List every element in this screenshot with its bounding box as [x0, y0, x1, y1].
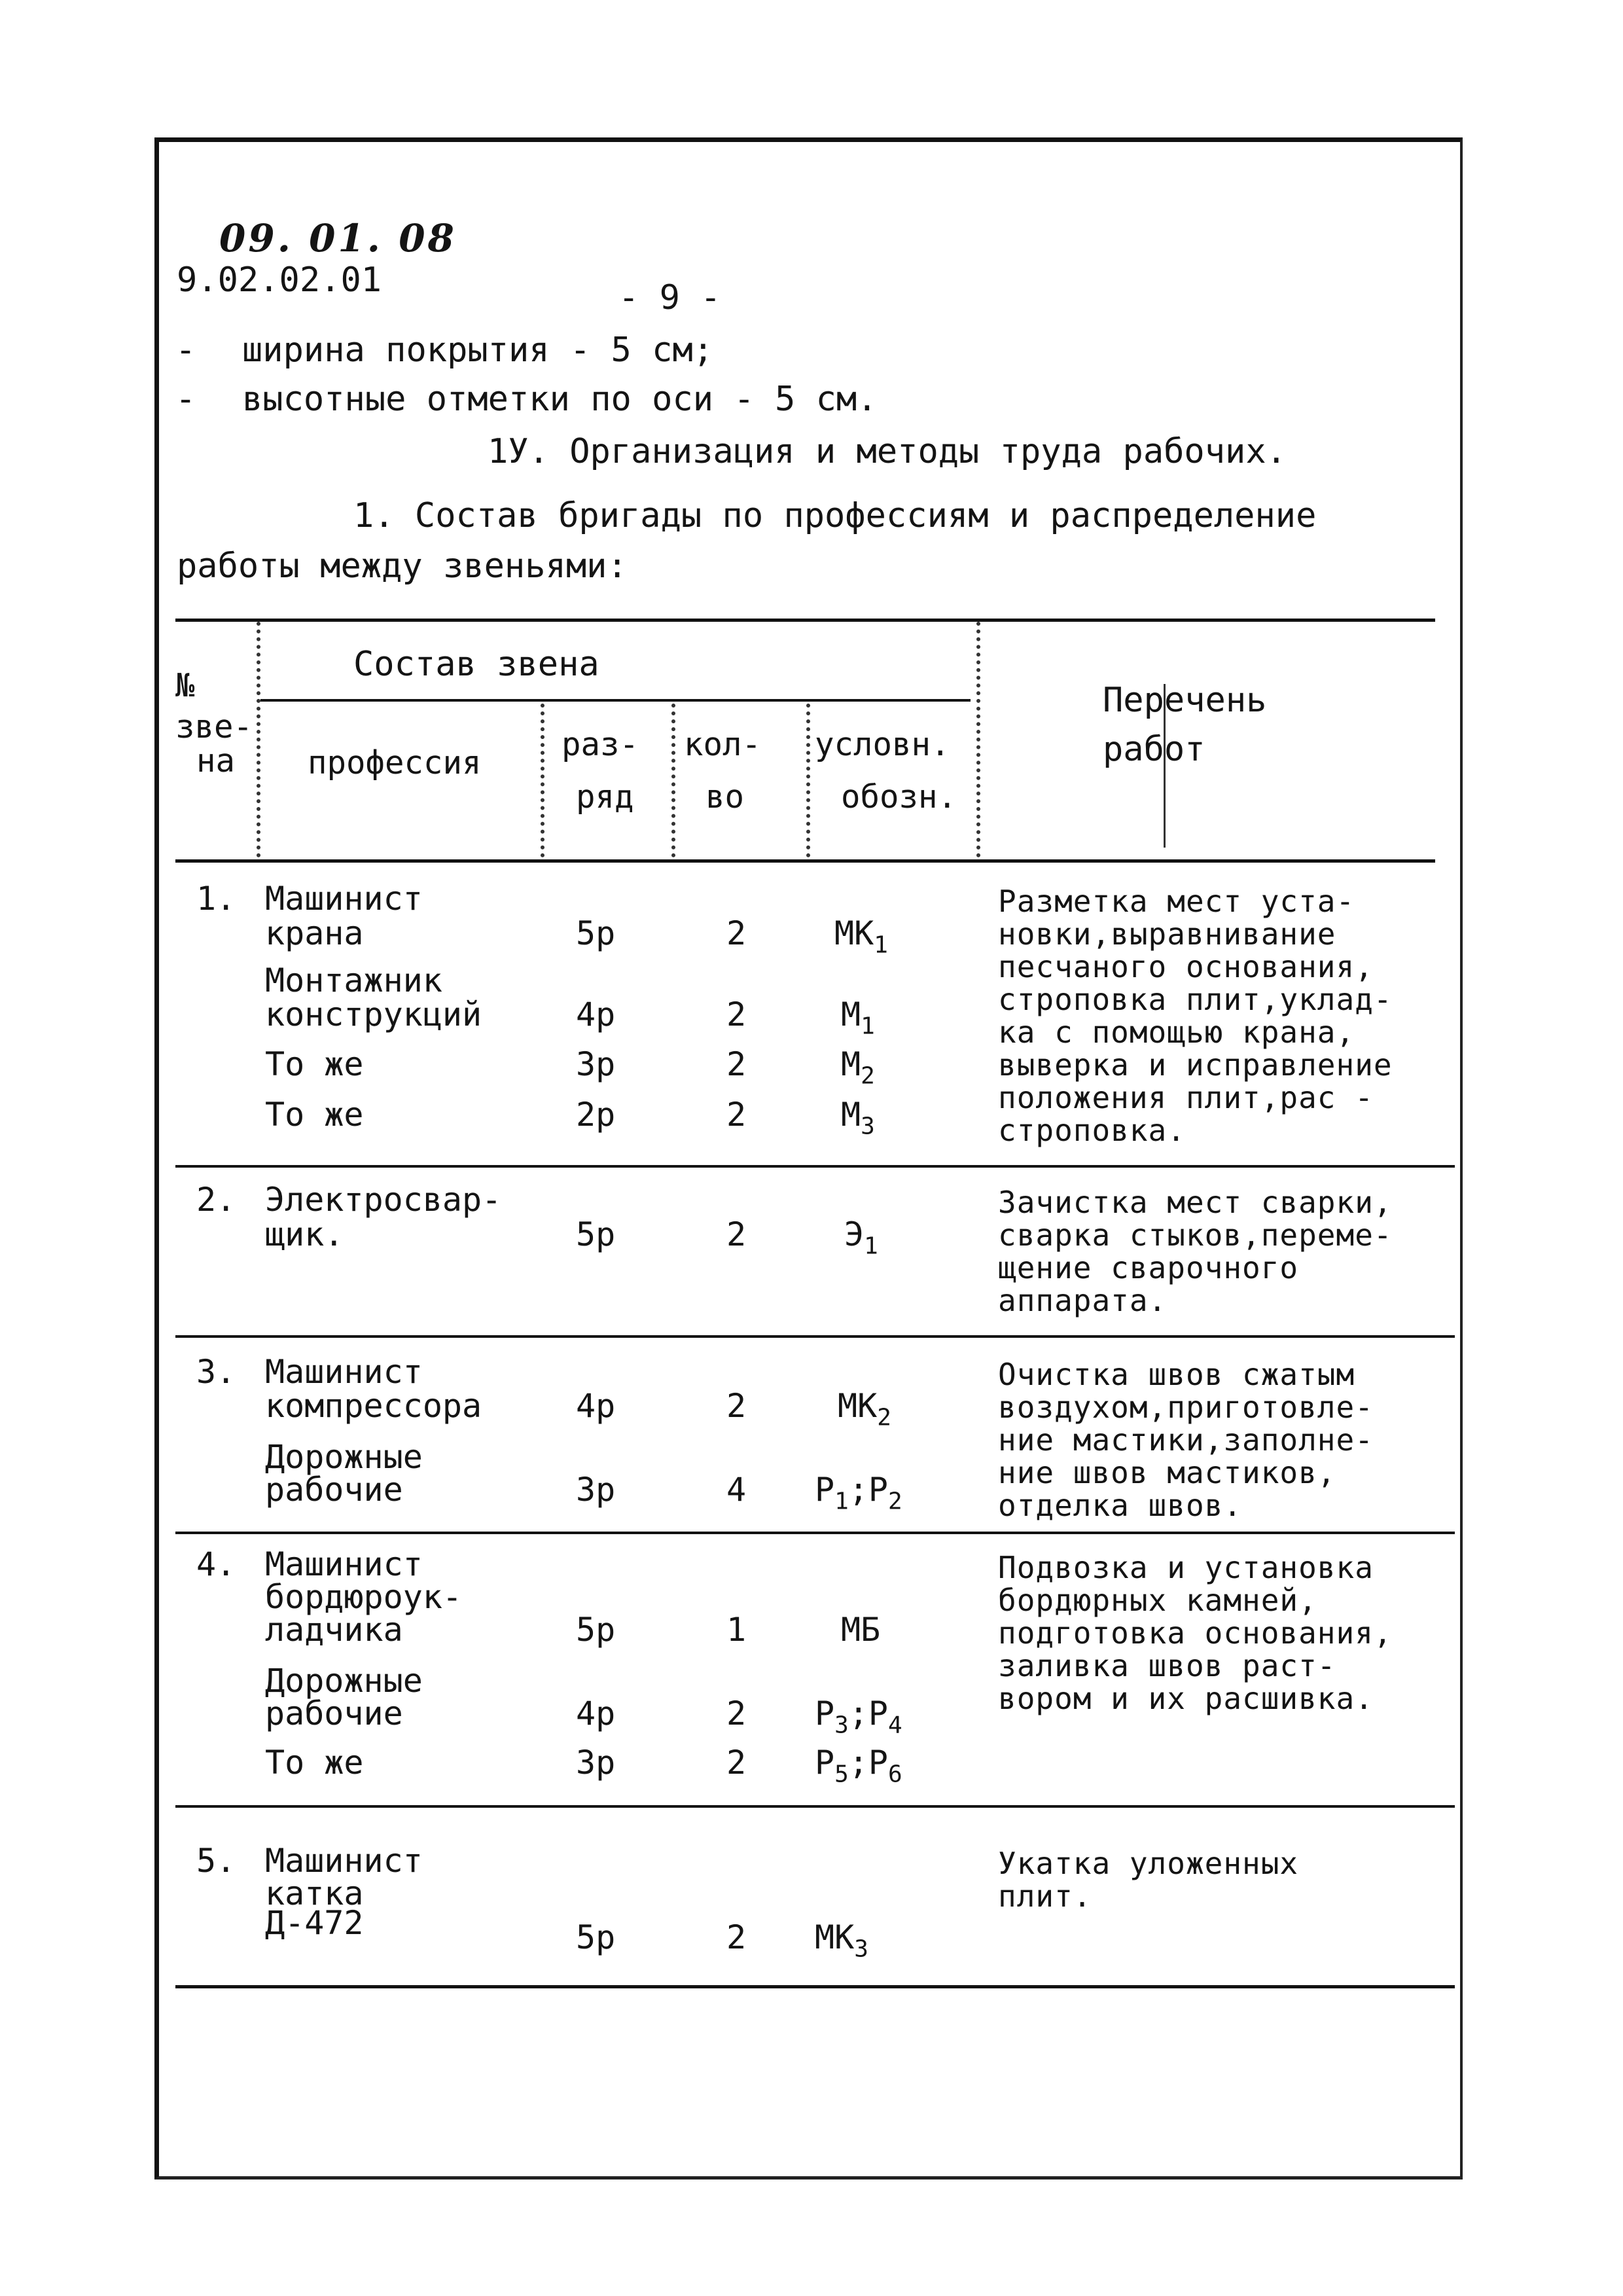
- profession: ладчика: [265, 1611, 403, 1649]
- count: 2: [726, 914, 747, 952]
- bullet-marker: -: [175, 331, 196, 370]
- handwritten-code: 09. 01. 08: [219, 216, 457, 260]
- symbol: $Р_5;Р_6$: [815, 1744, 902, 1788]
- works-line: Укатка уложенных: [998, 1846, 1299, 1881]
- header-number: зве-: [175, 708, 253, 745]
- grade: 5р: [576, 1611, 616, 1649]
- group-number: 5.: [196, 1842, 236, 1880]
- page-number: - 9 -: [618, 278, 721, 317]
- header-works: Перечень: [1103, 681, 1267, 720]
- header-count: кол-: [684, 726, 762, 763]
- profession: То же: [265, 1096, 364, 1134]
- symbol: $МК_1$: [834, 914, 888, 959]
- group-number: 1.: [196, 880, 236, 918]
- grade: 4р: [576, 1695, 616, 1732]
- profession: Дорожные: [265, 1662, 423, 1700]
- row-separator: [175, 1805, 1455, 1808]
- works-line: Очистка швов сжатым: [998, 1357, 1355, 1392]
- works-line: положения плит,рас -: [998, 1080, 1374, 1115]
- table-top-rule: [175, 619, 1435, 622]
- profession: рабочие: [265, 1695, 403, 1732]
- grade: 4р: [576, 1387, 616, 1425]
- profession: компрессора: [265, 1387, 482, 1425]
- profession: бордюроук-: [265, 1578, 463, 1616]
- works-line: вором и их расшивка.: [998, 1681, 1374, 1716]
- works-line: строповка.: [998, 1113, 1186, 1148]
- column-divider: [671, 704, 675, 857]
- profession: катка: [265, 1874, 364, 1912]
- works-line: ка с помощью крана,: [998, 1014, 1355, 1050]
- grade: 2р: [576, 1096, 616, 1134]
- grade: 3р: [576, 1471, 616, 1509]
- symbol: $Р_3;Р_4$: [815, 1695, 902, 1739]
- header-count: во: [705, 778, 745, 816]
- symbol: $М_1$: [841, 996, 875, 1040]
- symbol: $М_2$: [841, 1045, 875, 1090]
- works-line: Разметка мест уста-: [998, 884, 1355, 919]
- column-divider: [257, 622, 260, 857]
- works-line: отделка швов.: [998, 1488, 1243, 1523]
- profession: Д-472: [265, 1904, 364, 1942]
- row-separator: [175, 1165, 1455, 1168]
- profession: Монтажник: [265, 961, 442, 999]
- document-code: 9.02.02.01: [177, 260, 382, 300]
- header-profession: профессия: [308, 744, 482, 781]
- count: 4: [726, 1471, 747, 1509]
- section-title: 1У. Организация и методы труда рабочих.: [488, 432, 1287, 471]
- symbol: $МК_3$: [815, 1918, 868, 1963]
- row-separator: [175, 1335, 1455, 1338]
- works-line: щение сварочного: [998, 1250, 1299, 1285]
- header-grade: раз-: [562, 726, 639, 763]
- header-bottom-rule: [175, 859, 1435, 863]
- symbol: $М_3$: [841, 1096, 875, 1140]
- count: 2: [726, 1045, 747, 1083]
- count: 1: [726, 1611, 747, 1649]
- works-line: выверка и исправление: [998, 1047, 1393, 1083]
- works-line: ние швов мастиков,: [998, 1455, 1336, 1490]
- count: 2: [726, 1918, 747, 1956]
- group-number: 4.: [196, 1545, 236, 1583]
- header-symbol: обозн.: [841, 778, 957, 816]
- count: 2: [726, 1387, 747, 1425]
- bullet-text: ширина покрытия - 5 см;: [242, 331, 714, 370]
- count: 2: [726, 1744, 747, 1782]
- works-line: воздухом,приготовле-: [998, 1390, 1374, 1425]
- symbol: $Э_1$: [844, 1215, 878, 1260]
- profession: То же: [265, 1045, 364, 1083]
- header-group: Состав звена: [353, 645, 599, 684]
- table-bottom-rule: [175, 1985, 1455, 1988]
- paragraph-line: 1. Состав бригады по профессиям и распределение: [353, 496, 1317, 535]
- profession: Машинист: [265, 1353, 423, 1391]
- works-line: подготовка основания,: [998, 1615, 1393, 1651]
- symbol: $Р_1;Р_2$: [815, 1471, 902, 1515]
- header-number: на: [196, 742, 236, 780]
- profession: Машинист: [265, 1842, 423, 1880]
- grade: 3р: [576, 1744, 616, 1782]
- symbol: $МК_2$: [838, 1387, 891, 1431]
- header-symbol: условн.: [815, 726, 950, 763]
- profession: конструкций: [265, 996, 482, 1033]
- profession: крана: [265, 914, 364, 952]
- grade: 5р: [576, 1918, 616, 1956]
- column-divider: [806, 704, 810, 857]
- symbol: МБ: [841, 1611, 881, 1649]
- works-line: сварка стыков,переме-: [998, 1217, 1393, 1253]
- grade: 5р: [576, 1215, 616, 1253]
- works-line: новки,выравнивание: [998, 916, 1336, 952]
- header-number: №: [175, 667, 195, 704]
- profession: Машинист: [265, 1545, 423, 1583]
- profession: Электросвар-: [265, 1181, 502, 1219]
- profession: щик.: [265, 1215, 344, 1253]
- row-separator: [175, 1532, 1455, 1534]
- profession: рабочие: [265, 1471, 403, 1509]
- works-line: Зачистка мест сварки,: [998, 1185, 1393, 1220]
- group-number: 2.: [196, 1181, 236, 1219]
- works-line: Подвозка и установка: [998, 1550, 1374, 1585]
- grade: 5р: [576, 914, 616, 952]
- column-divider: [976, 622, 980, 857]
- profession: То же: [265, 1744, 364, 1782]
- count: 2: [726, 996, 747, 1033]
- profession: Дорожные: [265, 1438, 423, 1476]
- works-line: аппарата.: [998, 1283, 1168, 1318]
- count: 2: [726, 1096, 747, 1134]
- works-line: заливка швов раст-: [998, 1648, 1336, 1683]
- count: 2: [726, 1695, 747, 1732]
- group-number: 3.: [196, 1353, 236, 1391]
- grade: 3р: [576, 1045, 616, 1083]
- header-grade: ряд: [576, 778, 634, 816]
- grade: 4р: [576, 996, 616, 1033]
- bullet-marker: -: [175, 380, 196, 419]
- works-line: строповка плит,уклад-: [998, 982, 1393, 1017]
- works-line: бордюрных камней,: [998, 1583, 1317, 1618]
- works-line: плит.: [998, 1878, 1092, 1914]
- paragraph-line: работы между звеньями:: [177, 547, 628, 586]
- column-divider: [541, 704, 544, 857]
- bullet-text: высотные отметки по оси - 5 см.: [242, 380, 878, 419]
- header-works: работ: [1103, 730, 1205, 769]
- group-header-rule: [260, 699, 971, 702]
- works-line: песчаного основания,: [998, 949, 1374, 984]
- works-line: ние мастики,заполне-: [998, 1422, 1374, 1458]
- profession: Машинист: [265, 880, 423, 918]
- count: 2: [726, 1215, 747, 1253]
